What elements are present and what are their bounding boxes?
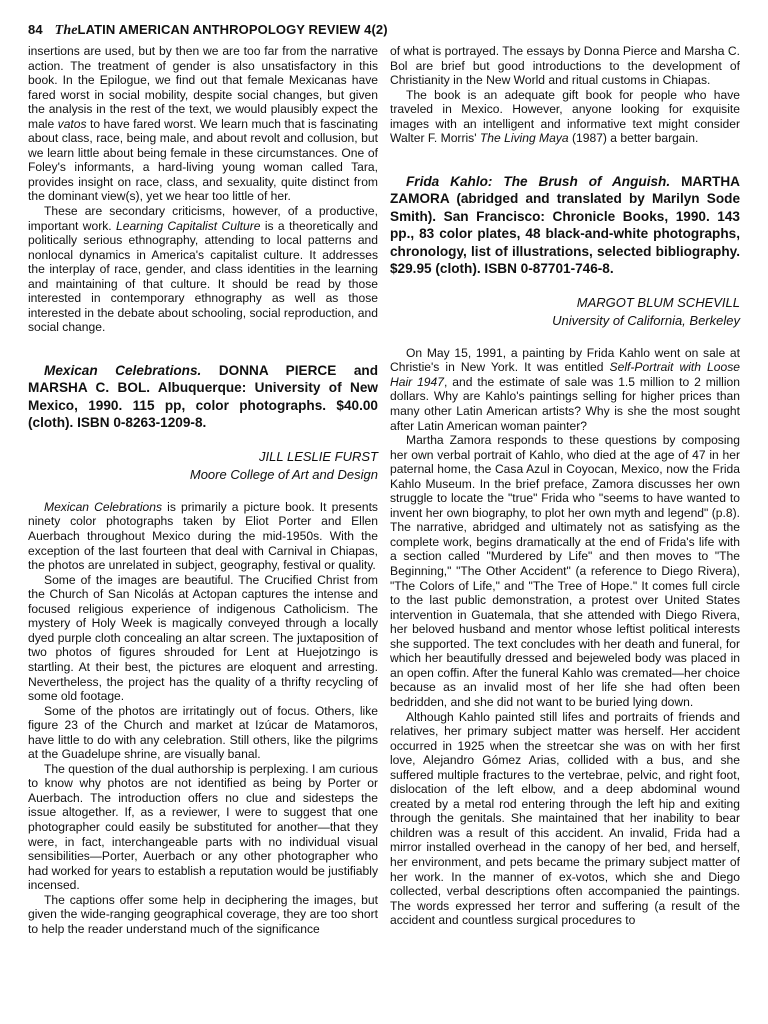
reviewer-affiliation: Moore College of Art and Design [189,466,378,482]
paragraph: These are secondary criticisms, however, of a productive, important work. Learning Capitalist Culture is a theoretically and politically serious ethnography, attending to local patterns and nonlocal dynamics in America's capitalist culture. It addresses the interplay of race, gender, and class identities in the learning and maintaining of that culture. It should be read by those interested in contemporary ethnography as well as those interested in the debate about schooling, social reproduction, and social change. [28,204,379,335]
paragraph: Although Kahlo painted still lifes and portraits of friends and relatives, her primary subject matter was herself. Her accident occurred in 1925 when the streetcar she was on with her first love, Alejandro Gómez Arias, collided with a bus, and she suffered multiple fractures to the vertebrae, pelvic, and right foot, dislocation of the left elbow, and a deep abdominal wound created by a metal rod entering through the left hip and exiting through the genitals. She maintained that her inability to bear children was a result of this accident. An invalid, Frida had a mirror installed overhead in the canopy of her bed, and herself, her environment, and pets became the primary subject matter of her work. In the manner of ex-votos, which she and Diego collected, verbal descriptions often accompanied the paintings. The words expressed her terror and suffering (a result of the accident and countless surgical procedures to [390,709,740,928]
reviewer-affiliation: University of California, Berkeley [552,312,740,328]
review-heading: Mexican Celebrations. DONNA PIERCE and MARSHA C. BOL. Albuquerque: University of New Mexico, 1990. 115 pp, color photographs. $40.00 (cloth). ISBN 0-8263-1209-8. [28,362,378,431]
page-number: 84 [28,22,43,37]
reviewer-name: JILL LESLIE FURST [259,448,378,464]
paragraph: Some of the images are beautiful. The Crucified Christ from the Church of San Nicolás at Actopan captures the intense and focused religious experience of indigenous Catholicism. The mystery of Holy Week is magically conveyed through a locally dyed purple cloth concealing an altar screen. The juxtaposition of two photos of figures shrouded for Lent at Huejotzingo is startling. At their best, the pictures are eloquent and arresting. Nevertheless, the project has the quality of a thrifty recycling of some old footage. [28,572,378,704]
paragraph: On May 15, 1991, a painting by Frida Kahlo went on sale at Christie's in New York. It was entitled Self-Portrait with Loose Hair 1947, and the estimate of sale was 1.5 million to 2 million dollars. Why are Kahlo's paintings selling for higher prices than many other Latin American artists? Why is she the most sought after Latin American woman painter? [390,345,740,433]
left-column [28,44,378,936]
carryover-paragraph: of what is portrayed. The essays by Donna Pierce and Marsha C. Bol are brief but good introductions to the development of Christianity in the New World and ritual customs in Chiapas. [390,44,740,88]
paragraph: The book is an adequate gift book for people who have traveled in Mexico. However, anyone looking for exquisite images with an intelligent and informative text might consider Walter F. Morris' The Living Maya (1987) a better bargain. [390,87,740,146]
journal-title-prefix: The [54,23,78,38]
journal-title: LATIN AMERICAN ANTHROPOLOGY REVIEW 4(2) [77,22,388,37]
right-column [390,44,740,928]
running-header [28,22,388,39]
paragraph: Some of the photos are irritatingly out of focus. Others, like figure 23 of the Church and market at Izúcar de Matamoros, have little to do with any celebration. Still others, like the pilgrims at the Guadelupe shrine, are visually banal. [28,703,378,762]
paragraph: The captions offer some help in deciphering the images, but given the wide-ranging geographical coverage, they are too short to help the reader understand much of the significance [28,892,378,936]
carryover-paragraph: insertions are used, but by then we are too far from the narrative action. The treatment of gender is also unsatisfactory in this book. In the Epilogue, we find out that female Mexicanas have fared worst in social mobility, despite social changes, but given the analysis in the rest of the text, we would plausibly expect the male vatos to have fared worst. We learn much that is fascinating about class, race, being male, and about revolt and collusion, but we learn little about being female in these circumstances. One of Foley's informants, a hard-living young woman called Tara, provides insight on race, class, and sexuality, quite distinct from the dominant view(s), yet we hear too little of her. [28,44,378,204]
paragraph: The question of the dual authorship is perplexing. I am curious to know why photos are not identified as being by Porter or Auerbach. The introduction offers no clue and sidesteps the issue altogether. If, as a reviewer, I were to suggest that one photographer could easily be substituted for another—that they were, in fact, interchangeable parts with no individual visual sensibilities—Porter, Auerbach or any other photographer who had worked for years to establish a reputation would be justifiably incensed. [28,761,378,893]
review-heading: Frida Kahlo: The Brush of Anguish. MARTHA ZAMORA (abridged and translated by Marilyn Sode Smith). San Francisco: Chronicle Books, 1990. 143 pp., 83 color plates, 48 black-and-white photographs, chronology, list of illustrations, selected bibliography. $29.95 (cloth). ISBN 0-87701-746-8. [390,173,740,277]
paragraph: Mexican Celebrations is primarily a picture book. It presents ninety color photographs taken by Eliot Porter and Ellen Auerbach throughout Mexico during the mid-1950s. With the exception of the last fourteen that deal with Carnival in Chiapas, the photos are unrelated in subject, geography, festival or quality. [28,499,378,573]
reviewer-name: MARGOT BLUM SCHEVILL [576,294,740,310]
paragraph: Martha Zamora responds to these questions by composing her own verbal portrait of Kahlo, who died at the age of 47 in her paternal home, the Casa Azul in Coyocan, Mexico, now the Frida Kahlo Museum. In the brief preface, Zamora discusses her own struggle to locate the "true" Frida who "seems to have wanted to invent her own biography, to plot her own myth and legend" (p.8). The narrative, abridged and ultimately not as satisfying as the complete work, begins dramatically at the end of Frida's life with a section called "Murdered by Life" and then moves to "The Beginning," "The Other Accident" (a reference to Diego Rivera), "The Colors of Life," and "The Tree of Hope." It comes full circle to the last public demonstration, a protest over United States intervention in Guatemala, that she attended with Diego Rivera, her beloved husband and mentor whose leftist political interests she supported. The text concludes with her death and funeral, for which her beautifully dressed and bejeweled body was placed in an open coffin. After the funeral Kahlo was cremated—her choice because as an invalid most of her life she had often been bedridden, and she did not want to be buried lying down. [390,433,740,709]
